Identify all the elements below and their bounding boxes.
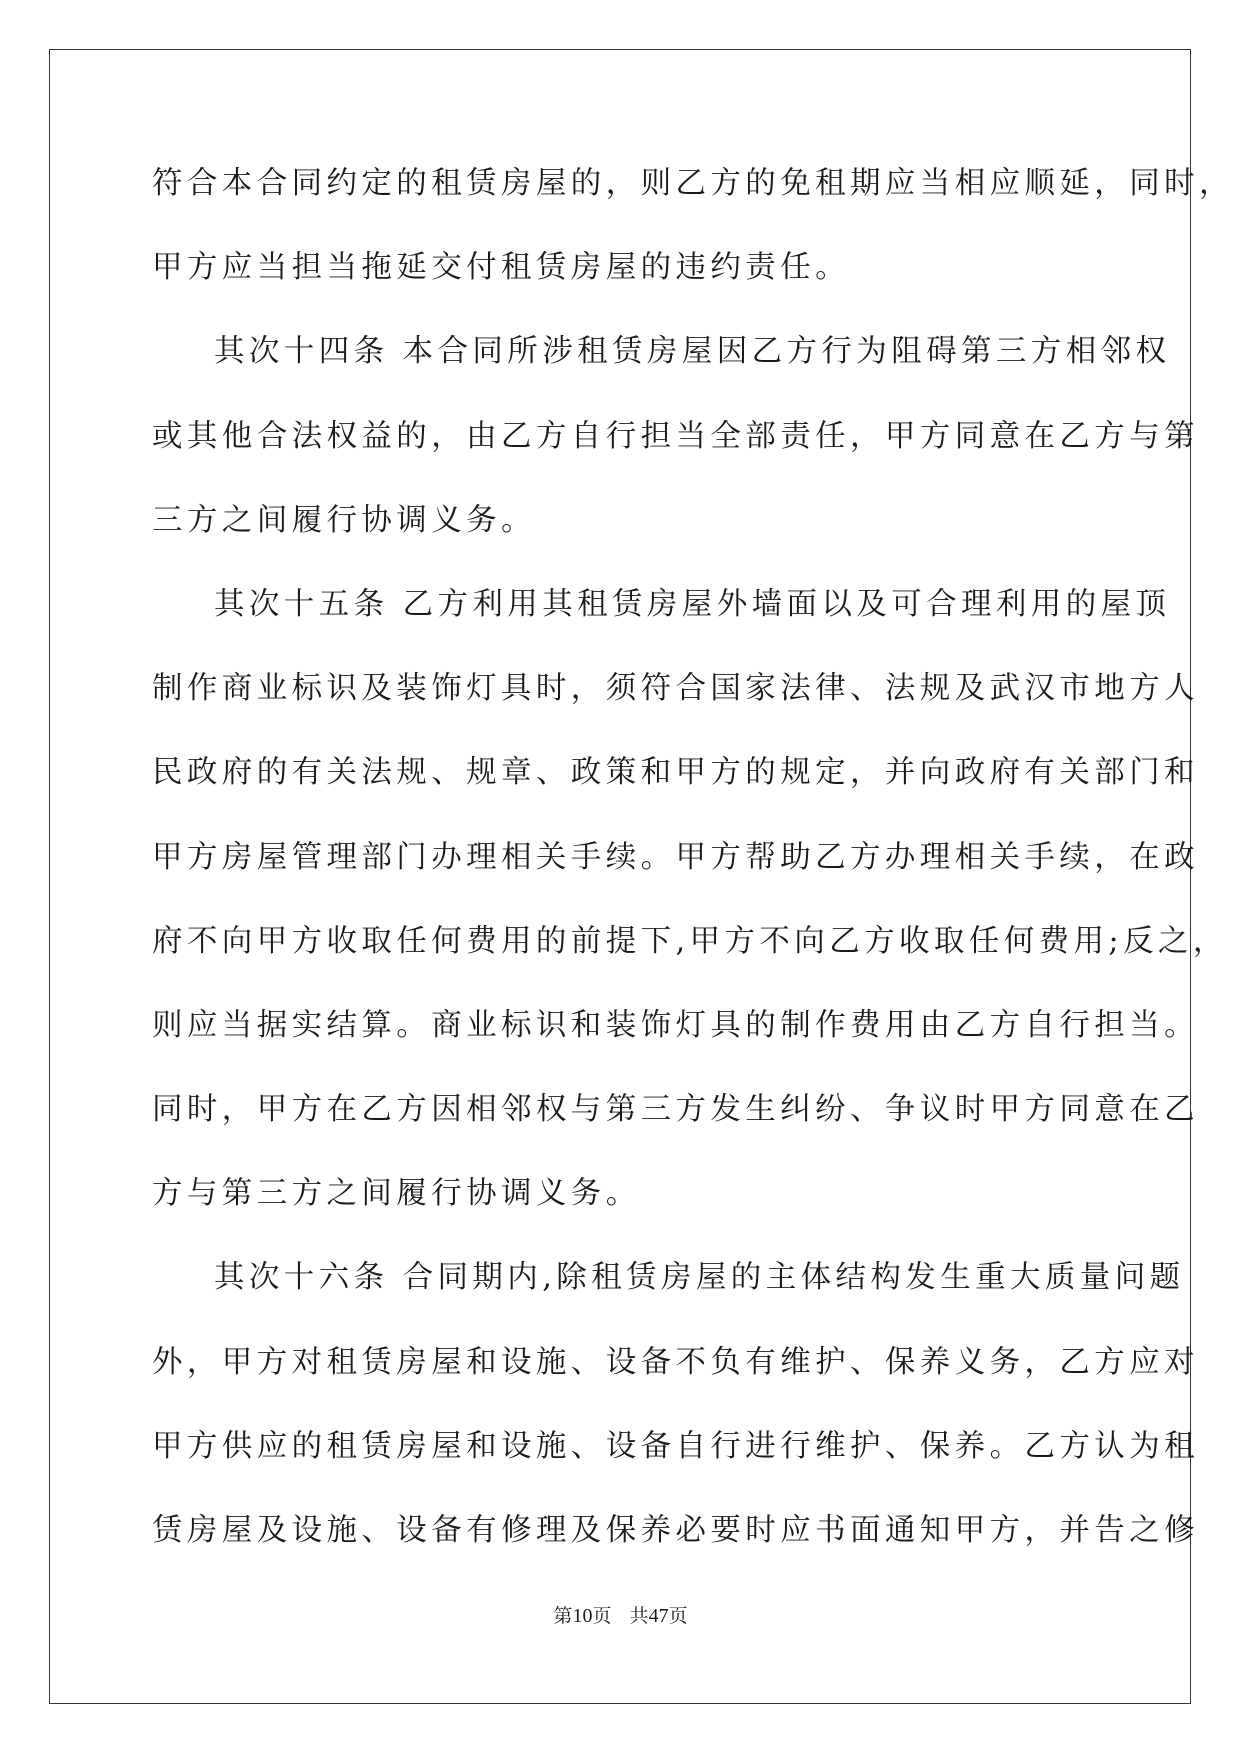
text-line: 甲方房屋管理部门办理相关手续。甲方帮助乙方办理相关手续，在政 — [152, 839, 1199, 875]
page-footer — [0, 1604, 1241, 1628]
text-line: 三方之间履行协调义务。 — [152, 502, 536, 538]
footer-middle: 页 共 — [592, 1605, 649, 1627]
text-line: 府不向甲方收取任何费用的前提下,甲方不向乙方收取任何费用;反之， — [152, 923, 1228, 959]
article-15-heading-line: 其次十五条 乙方利用其租赁房屋外墙面以及可合理利用的屋顶 — [214, 586, 1171, 622]
footer-prefix: 第 — [553, 1605, 573, 1627]
text-line: 甲方供应的租赁房屋和设施、设备自行进行维护、保养。乙方认为租 — [152, 1428, 1199, 1464]
text-line: 民政府的有关法规、规章、政策和甲方的规定，并向政府有关部门和 — [152, 755, 1199, 791]
footer-suffix: 页 — [668, 1605, 688, 1627]
article-16-heading-line: 其次十六条 合同期内,除租赁房屋的主体结构发生重大质量问题 — [214, 1260, 1185, 1296]
text-line: 制作商业标识及装饰灯具时，须符合国家法律、法规及武汉市地方人 — [152, 671, 1199, 707]
text-line: 同时，甲方在乙方因相邻权与第三方发生纠纷、争议时甲方同意在乙 — [152, 1092, 1199, 1128]
total-page-count: 47 — [648, 1605, 669, 1627]
text-line: 赁房屋及设施、设备有修理及保养必要时应书面通知甲方，并告之修 — [152, 1513, 1199, 1548]
current-page-number: 10 — [572, 1605, 593, 1627]
text-line: 外，甲方对租赁房屋和设施、设备不负有维护、保养义务，乙方应对 — [152, 1344, 1199, 1380]
text-line: 甲方应当担当拖延交付租赁房屋的违约责任。 — [152, 250, 850, 286]
text-line: 则应当据实结算。商业标识和装饰灯具的制作费用由乙方自行担当。 — [152, 1007, 1199, 1043]
document-body — [152, 160, 1234, 1591]
text-line: 或其他合法权益的，由乙方自行担当全部责任，甲方同意在乙方与第 — [152, 418, 1199, 454]
text-line: 符合本合同约定的租赁房屋的，则乙方的免租期应当相应顺延，同时， — [152, 166, 1234, 201]
article-14-heading-line: 其次十四条 本合同所涉租赁房屋因乙方行为阻碍第三方相邻权 — [214, 334, 1171, 370]
text-line: 方与第三方之间履行协调义务。 — [152, 1176, 641, 1212]
